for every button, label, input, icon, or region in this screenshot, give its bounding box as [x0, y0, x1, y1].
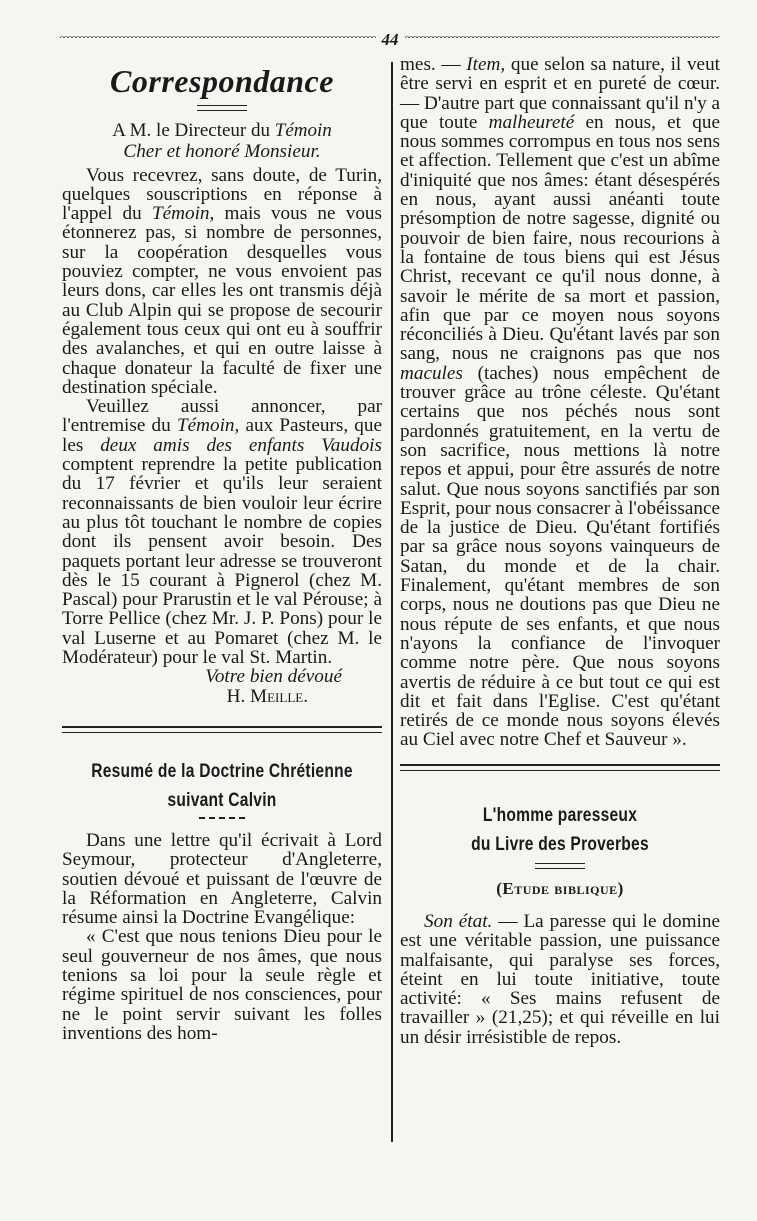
text-run: en nous, et que nous sommes corrompus en tous nos sens et affection. Tellement que c'est un abîme d'iniquité que nos âmes: étant désespérés en nous, ayant aussi anéanti toute présomption de notre sagesse, dignité ou pouvoir de bien faire, nous recourions à la fontaine de tous biens qui est Jésus Christ, recevant ce qu'il nous donne, à savoir le mérite de sa mort et passion, afin que par ce moyen nous soyons réconciliés à Dieu. Qu'étant lavés par son sang, nous ne craignons pas que nos — [400, 111, 720, 365]
italic-text-run: macules — [400, 362, 463, 384]
italic-text-run: Témoin, — [176, 415, 240, 437]
page-number: 44 — [381, 29, 399, 49]
title-rule — [535, 863, 585, 869]
text-run: Veuillez aussi annoncer, par l'entremise du — [62, 396, 382, 437]
letter-paragraph-1 — [62, 166, 382, 398]
article-paragraph-1 — [400, 912, 720, 1047]
italic-text-run: malheureté — [488, 111, 575, 133]
article-paragraph-2: « C'est que nous tenions Dieu pour le seul gouverneur de nos âmes, que nous tenions sa loi pour la seule règle et régime spirituel de nos consciences, pour ne le point servir suivant les folles inventions des hom- — [62, 926, 382, 1044]
article-subtitle: (Etude biblique) — [496, 878, 624, 898]
section-separator — [62, 726, 382, 733]
text-run: comptent reprendre la petite publication du 17 février et qu'ils leur seraient reconnaissants de bien vouloir leur écrire au plus tôt touchant le nombre de copies dont ils pensent avoir besoin. Des paquets portant leur adresse se trouveront dès le 15 courant à Pignerol (chez M. Pascal) pour Prarustin et le val Pérouse; à Torre Pellice (chez Mr. J. P. Pons) pour le val Luserne et au Pomaret (chez M. le Modérateur) pour le val St. Martin. — [62, 454, 382, 669]
article-paragraph-1: Dans une lettre qu'il écrivait à Lord Seymour, protecteur d'Angleterre, soutien dévoué et puissant de l'œuvre de la Réformation en Angleterre, Calvin résume ainsi la Doctrine Evangélique: — [62, 829, 382, 929]
article-title-paresseux — [429, 801, 691, 859]
article-continuation — [400, 55, 720, 750]
right-column — [400, 55, 720, 1047]
recipient-journal: Témoin — [274, 120, 332, 141]
column-divider — [391, 62, 393, 1142]
title-rule — [197, 105, 247, 111]
text-run: mais vous ne vous étonnerez pas, si nombre de personnes, sur la coopération desquelles vous pouviez compter, ne vous envoient pas leurs dons, car elles les ont transmis déjà au Club Alpin qui se propose de secourir également tous ceux qui ont eu à souffrir des avalanches, et qui en outre laisse à chaque donateur la faculté de fixer une destination spéciale. — [62, 203, 382, 398]
text-run: mes. — — [400, 54, 467, 75]
italic-text-run: Son état. — [424, 910, 493, 932]
text-run: (taches) nous empêchent de trouver grâce au trône céleste. Qu'étant certains que nos péchés nous sont pardonnés gratuitement, en la vertu de son sacrifice, nous mettions là notre repos et appui, pour être assurés de notre salut. Que nous soyons sanctifiés par son Esprit, pour nous consacrer à l'obéissance de la justice de Dieu. Qu'étant fortifiés par sa grâce nous soyons vainqueurs de Satan, du monde et de la chair. Finalement, qu'étant membres de son corps, nous ne doutions pas que Dieu ne nous répute de ses enfants, et que nous n'ayons la confiance de l'invoquer comme notre père. Que nous soyons avertis de réduire à ce but tout ce qui est dit et fait dans l'Eglise. C'est qu'étant retirés de ce monde nous soyons élevés au Ciel avec notre Chef et Sauveur ». — [400, 362, 720, 751]
text-run: aux Pasteurs, que les — [62, 415, 382, 456]
section-separator — [400, 764, 720, 771]
italic-text-run: Item, — [466, 54, 506, 75]
title-rule — [199, 817, 245, 819]
article-title-line-2: suivant Calvin — [167, 789, 277, 811]
page-header — [60, 28, 720, 50]
article-title-line-1: L'homme paresseux — [482, 804, 638, 826]
header-wavy-rule-left — [60, 36, 376, 42]
italic-text-run: deux amis des enfants Vaudois — [100, 434, 382, 456]
letter-salutation: Cher et honoré Monsieur. — [123, 141, 321, 163]
left-column — [62, 55, 382, 1043]
italic-text-run: Témoin, — [151, 203, 215, 225]
header-wavy-rule-right — [405, 36, 721, 42]
article-title-line-2: du Livre des Proverbes — [471, 833, 649, 855]
text-run: Vous recevrez, sans doute, de Turin, quelques souscriptions en réponse à l'appel du — [62, 164, 382, 225]
recipient-prefix: A M. le Directeur du — [112, 120, 275, 141]
text-run: — La paresse qui le domine est une véritable passion, une puissance malfaisante, qui paralyse ses forces, éteint en lui toute initiative, toute activité: « Ses mains refusent de travailler » (21,25); et qui réveille en lui un désir irrésistible de repos. — [400, 910, 720, 1048]
section-title-correspondance: Correspondance — [110, 63, 334, 99]
letter-signature: H. Meille. — [226, 685, 308, 707]
letter-paragraph-2 — [62, 397, 382, 667]
letter-closing: Votre bien dévoué — [205, 666, 342, 688]
article-title-line-1: Resumé de la Doctrine Chrétienne — [91, 760, 353, 782]
text-run: que selon sa nature, il veut être servi en esprit et en pureté de cœur. — D'autre part que connaissant qu'il n'y a que toute — [400, 54, 720, 133]
letter-recipient — [62, 121, 382, 140]
article-title-doctrine — [91, 757, 353, 815]
